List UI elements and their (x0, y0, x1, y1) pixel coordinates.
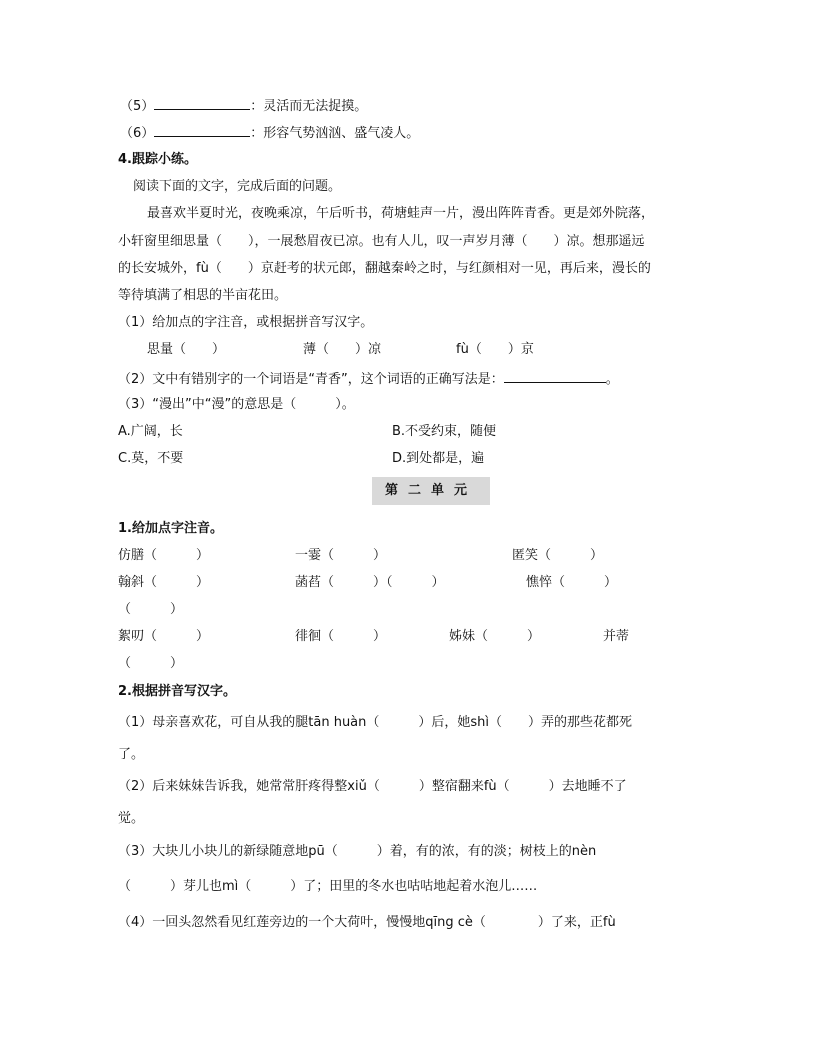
writing-question-1: （1）母亲喜欢花，可自从我的腿tān huàn（ ）后，她shì（ ）弄的那些花都死 (118, 715, 633, 730)
writing-question-2: （2）后来妹妹告诉我，她常常肝疼得整xiǔ（ ）整宿翻来fù（ ）去地睡不了 (118, 779, 627, 794)
question-2-end: 。 (605, 372, 619, 387)
section-heading-1: 1.给加点字注音。 (118, 521, 223, 536)
question-1: （1）给加点的字注音，或根据拼音写汉字。 (118, 315, 374, 330)
answer-blank[interactable] (154, 123, 250, 137)
item-number: （5） (120, 99, 155, 114)
question-2 (118, 369, 619, 389)
question-3: （3）“漫出”中“漫”的意思是（ ）。 (118, 397, 355, 412)
pinyin-item: 憔悴（ ） (526, 575, 618, 590)
pinyin-item: 姊妹（ ） (449, 629, 541, 644)
answer-blank[interactable] (154, 96, 250, 110)
option-a[interactable]: A.广阔，长 (118, 424, 183, 439)
writing-question-3: （3）大块儿小块儿的新绿随意地pū（ ）着，有的浓，有的淡；树枝上的nèn (118, 844, 597, 859)
exercise-line-5 (120, 96, 367, 116)
definition-text: ：灵活而无法捉摸。 (250, 99, 368, 114)
pinyin-item: 仿膳（ ） (118, 548, 210, 563)
writing-question-4: （4）一回头忽然看见红莲旁边的一个大荷叶，慢慢地qīng cè（ ）了来，正fù (118, 915, 616, 930)
writing-question-2-cont: 觉。 (118, 811, 145, 826)
question-1-item-c: fù（ ）京 (456, 342, 534, 357)
reading-intro: 阅读下面的文字，完成后面的问题。 (133, 179, 342, 194)
pinyin-item: 并蒂 (603, 629, 630, 644)
section-heading-2: 2.根据拼音写汉字。 (118, 684, 236, 699)
question-1-item-b: 薄（ ）凉 (303, 342, 382, 357)
pinyin-item: 一霎（ ） (295, 548, 387, 563)
option-d[interactable]: D.到处都是，遍 (392, 451, 485, 466)
definition-text: ：形容气势汹汹、盛气凌人。 (250, 126, 420, 141)
exercise-line-6 (120, 123, 419, 143)
pinyin-item: 徘徊（ ） (295, 629, 387, 644)
passage-line-3: 的长安城外，fù（ ）京赶考的状元郎，翻越秦岭之时，与红颜相对一见，再后来，漫长的 (118, 261, 651, 276)
pinyin-item-continued: （ ） (118, 656, 184, 671)
pinyin-item: 匿笑（ ） (512, 548, 604, 563)
pinyin-item: 菡萏（ ）（ ） (295, 575, 445, 590)
question-2-text: （2）文中有错别字的一个词语是“青香”，这个词语的正确写法是： (118, 372, 504, 387)
answer-blank[interactable] (504, 369, 606, 383)
pinyin-item: 翰斜（ ） (118, 575, 210, 590)
passage-line-4: 等待填满了相思的半亩花田。 (118, 288, 288, 303)
question-1-item-a: 思量（ ） (147, 342, 226, 357)
writing-question-1-cont: 了。 (118, 747, 145, 762)
pinyin-item-continued: （ ） (118, 602, 184, 617)
passage-line-1: 最喜欢半夏时光，夜晚乘凉，午后听书，荷塘蛙声一片，漫出阵阵青香。更是郊外院落， (147, 206, 655, 221)
unit-title-banner: 第二单元 (372, 477, 490, 505)
pinyin-item: 絮叨（ ） (118, 629, 210, 644)
item-number: （6） (120, 126, 155, 141)
writing-question-3-cont: （ ）芽儿也mì（ ）了；田里的冬水也咕咕地起着水泡儿…… (118, 879, 538, 894)
option-c[interactable]: C.莫，不要 (118, 451, 184, 466)
section-heading-4: 4.跟踪小练。 (118, 152, 197, 167)
passage-line-2: 小轩窗里细思量（ ），一展愁眉夜已凉。也有人儿，叹一声岁月薄（ ）凉。想那遥远 (118, 234, 645, 249)
option-b[interactable]: B.不受约束，随便 (392, 424, 497, 439)
